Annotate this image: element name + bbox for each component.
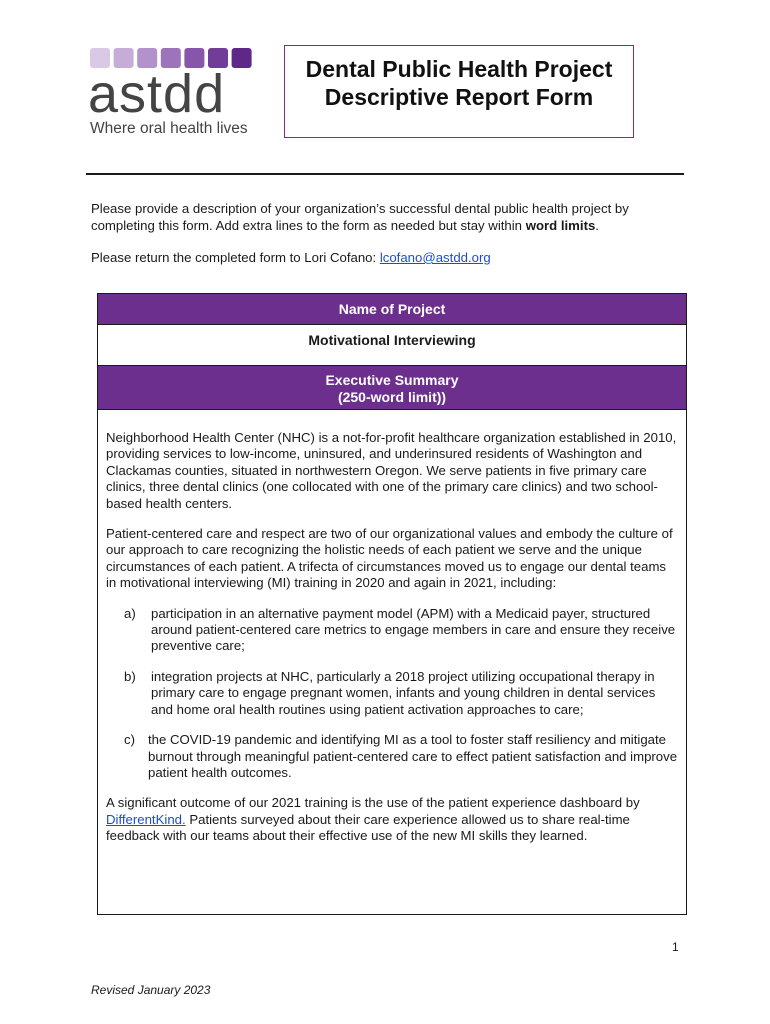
list-marker: b) [124,668,136,684]
form-title-line2: Descriptive Report Form [324,84,594,110]
paragraph-3-start: A significant outcome of our 2021 training is the use of the patient experience dashboard by [106,795,640,811]
name-of-project-header: Name of Project [98,294,686,325]
summary-paragraph-1: Neighborhood Health Center (NHC) is a not-for-profit healthcare organization established in 2010, providing services to low-income, uninsured, and underinsured residents of Washington and Clackamas counties, situated in northwestern Oregon. We serve patients in five primary care clinics, three dental clinics (one collocated with one of the primary care clinics) and two school-based health centers. [106,430,677,511]
executive-summary-body [98,410,686,845]
paragraph-3-end: Patients surveyed about their care experience allowed us to share real-time feedback with our teams about their effective use of the new MI skills they learned. [106,811,630,844]
executive-summary-title: Executive Summary [325,372,459,388]
intro-text: Please provide a description of your organization’s successful dental public health project by completing this form. Add extra lines to the form as needed but stay within [91,201,629,233]
logo-wordmark: astdd [88,64,226,124]
intro-section [91,200,681,281]
list-item-text: the COVID-19 pandemic and identifying MI as a tool to foster staff resiliency and mitigate burnout through meaningful patient-centered care to effect patient satisfaction and improve patient health outcomes. [148,732,678,780]
word-limits-emphasis: word limits [525,218,596,233]
intro-end: . [595,218,599,233]
list-item-text: integration projects at NHC, particularly a 2018 project utilizing occupational therapy in primary care to engage pregnant women, infants and young children in dental services and home oral health routines using patient activation approaches to care; [151,668,656,717]
header-divider [86,173,684,175]
logo-tagline: Where oral health lives [90,120,248,137]
logo-square [232,48,252,68]
form-title-line1: Dental Public Health Project [305,56,613,82]
email-link[interactable]: lcofano@astdd.org [379,250,491,265]
project-name: Motivational Interviewing [98,325,686,366]
list-marker: c) [124,732,135,748]
page-number: 1 [672,940,679,954]
list-item [106,669,678,718]
summary-paragraph-3 [106,795,678,844]
intro-paragraph [91,200,681,234]
return-instructions [91,249,681,266]
differentkind-link[interactable]: DifferentKind. [106,811,186,827]
list-item-text: participation in an alternative payment model (APM) with a Medicaid payer, structured around patient-centered care metrics to engage members in care and ensure they receive preventive care; [151,605,676,654]
executive-summary-header [98,366,686,410]
project-table [97,293,687,915]
return-text: Please return the completed form to Lori Cofano: [91,250,380,265]
form-title-box [284,45,634,138]
list-item [106,606,678,655]
list-marker: a) [124,605,136,621]
word-limit-note: (250-word limit)) [337,389,447,405]
astdd-logo [88,46,258,140]
summary-paragraph-2: Patient-centered care and respect are two of our organizational values and embody the culture of our approach to care recognizing the holistic needs of each patient we serve and the unique circumstances of each patient. A trifecta of circumstances moved us to engage our dental teams in motivational interviewing (MI) training in 2020 and again in 2021, including: [106,526,673,591]
list-item [106,732,678,781]
revision-note: Revised January 2023 [91,983,211,997]
